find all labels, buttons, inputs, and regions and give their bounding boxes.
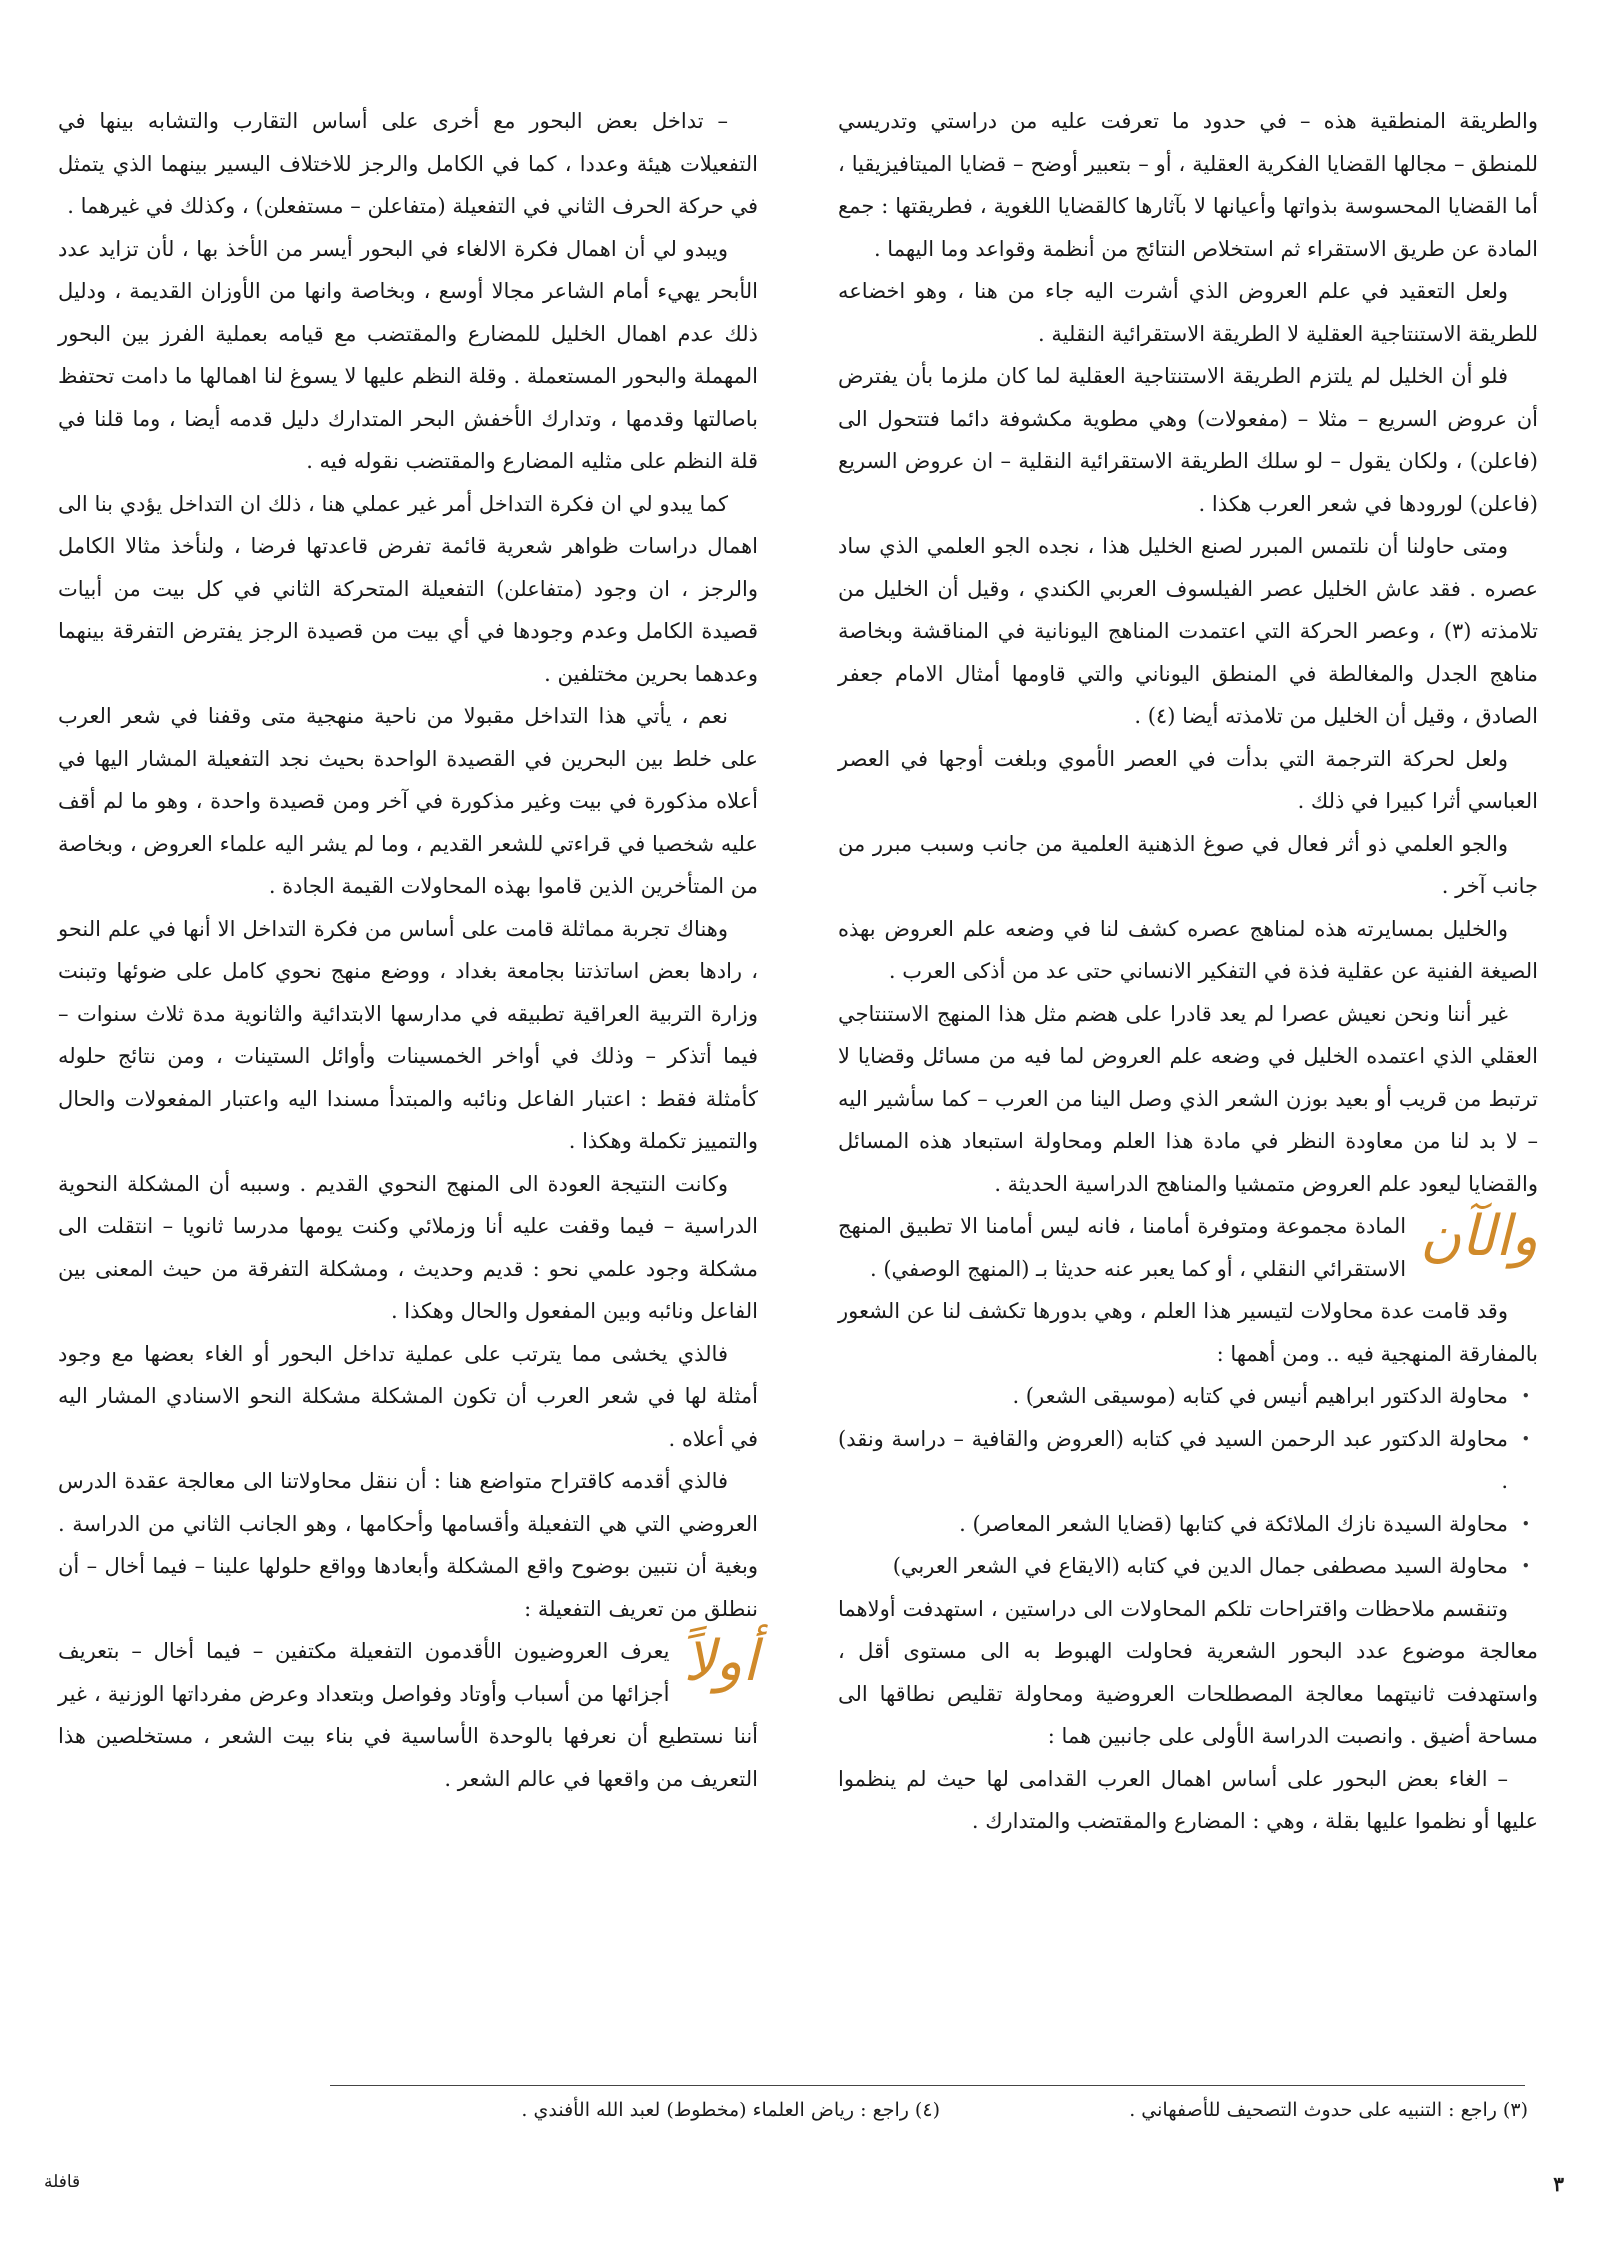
paragraph: ولعل لحركة الترجمة التي بدأت في العصر الأموي وبلغت أوجها في العصر العباسي أثرا كبيرا في ذلك . bbox=[838, 746, 1538, 813]
paragraph: كما يبدو لي ان فكرة التداخل أمر غير عملي هنا ، ذلك ان التداخل يؤدي بنا الى اهمال دراسات ظواهر شعرية قائمة تفرض قاعدتها فرضا ، ولنأخذ مثالا الكامل والرجز ، ان وجود (متفاعلن) التفعيلة المتحركة الثاني في كل بيت من أبيات قصيدة الكامل وعدم وجودها في أي بيت من قصيدة الرجز يفترض التفرقة بينهما وعدهما بحرين مختلفين . bbox=[58, 491, 758, 686]
footnote-4: (٤) راجع : رياض العلماء (مخطوط) لعبد الله الأفندي . bbox=[521, 2099, 940, 2121]
left-column bbox=[58, 100, 758, 1800]
right-column bbox=[838, 100, 1538, 1843]
paragraph: وتنقسم ملاحظات واقتراحات تلكم المحاولات الى دراستين ، استهدفت أولاهما معالجة موضوع عدد البحور الشعرية فحاولت الهبوط به الى مستوى أقل ، واستهدفت ثانيتهما معالجة المصطلحات العروضية ومحاولة تقليص نطاقها الى مساحة أضيق . وانصبت الدراسة الأولى على جانبين هما : bbox=[838, 1596, 1538, 1748]
paragraph: فلو أن الخليل لم يلتزم الطريقة الاستنتاجية العقلية لما كان ملزما بأن يفترض أن عروض السريع – مثلا – (مفعولات) وهي مطوية مكشوفة دائما فتتحول الى (فاعلن) ، ولكان يقول – لو سلك الطريقة الاستقرائية النقلية – ان عروض السريع (فاعلن) لورودها في شعر العرب هكذا . bbox=[838, 364, 1538, 516]
section-drop-word: والآن bbox=[1420, 1204, 1538, 1269]
page-number: ٣ bbox=[1553, 2172, 1564, 2196]
paragraph: ويبدو لي أن اهمال فكرة الالغاء في البحور أيسر من الأخذ بها ، لأن تزايد عدد الأبحر يهيء أمام الشاعر مجالا أوسع ، وبخاصة وانها من الأوزان القديمة ، ودليل ذلك عدم اهمال الخليل للمضارع والمقتضب مع قيامه بعملية الفرز بين البحور المهملة والبحور المستعملة . وقلة النظم عليها لا يسوغ لنا اهمالها ما دامت تحتفظ باصالتها وقدمها ، وتدارك الأخفش البحر المتدارك دليل قدمه أيضا ، وما قلنا في قلة النظم على مثليه المضارع والمقتضب نقوله فيه . bbox=[58, 236, 758, 473]
section-paragraph bbox=[838, 1205, 1538, 1290]
paragraph: ولعل التعقيد في علم العروض الذي أشرت اليه جاء من هنا ، وهو اخضاعه للطريقة الاستنتاجية العقلية لا الطريقة الاستقرائية النقلية . bbox=[838, 279, 1538, 346]
paragraph: وكانت النتيجة العودة الى المنهج النحوي القديم . وسببه أن المشكلة النحوية الدراسية – فيما وقفت عليه أنا وزملائي وكنت يومها مدرسا ثانويا – انتقلت الى مشكلة وجود علمي نحو : قديم وحديث ، ومشكلة التفرقة من حيث المعنى بين الفاعل ونائبه وبين المفعول والحال وهكذا . bbox=[58, 1171, 758, 1323]
paragraph: – الغاء بعض البحور على أساس اهمال العرب القدامى لها حيث لم ينظموا عليها أو نظموا عليها بقلة ، وهي : المضارع والمقتضب والمتدارك . bbox=[838, 1766, 1538, 1833]
paragraph: والجو العلمي ذو أثر فعال في صوغ الذهنية العلمية من جانب وسبب مبرر من جانب آخر . bbox=[838, 831, 1538, 898]
section-drop-word: أولاً bbox=[683, 1629, 758, 1694]
paragraph: فالذي يخشى مما يترتب على عملية تداخل البحور أو الغاء بعضها مع وجود أمثلة لها في شعر العرب أن تكون المشكلة مشكلة النحو الاسنادي المشار اليه في أعلاه . bbox=[58, 1341, 758, 1451]
paragraph: وقد قامت عدة محاولات لتيسير هذا العلم ، وهي بدورها تكشف لنا عن الشعور بالمفارقة المنهجية فيه .. ومن أهمها : bbox=[838, 1299, 1538, 1366]
list-item: • محاولة الدكتور عبد الرحمن السيد في كتابه (العروض والقافية – دراسة ونقد) . bbox=[838, 1418, 1508, 1503]
paragraph: وهناك تجربة مماثلة قامت على أساس من فكرة التداخل الا أنها في علم النحو ، رادها بعض اساتذتنا بجامعة بغداد ، ووضع منهج نحوي كامل على ضوئها وتبنت وزارة التربية العراقية تطبيقه في مدارسها الابتدائية والثانوية مدة ثلاث سنوات – فيما أتذكر – وذلك في أواخر الخمسينات وأوائل الستينات ، ومن نتائج حلوله كأمثلة فقط : اعتبار الفاعل ونائبه والمبتدأ مسندا اليه واعتبار المفعولات والحال والتمييز تكملة وهكذا . bbox=[58, 916, 758, 1153]
paragraph: والخليل بمسايرته هذه لمناهج عصره كشف لنا في وضعه علم العروض بهذه الصيغة الفنية عن عقلية فذة في التفكير الانساني حتى عد من أذكى العرب . bbox=[838, 916, 1538, 983]
footnote-3: (٣) راجع : التنبيه على حدوث التصحيف للأصفهاني . bbox=[1129, 2099, 1528, 2121]
attempts-list bbox=[838, 1375, 1538, 1588]
paragraph-text: يعرف العروضيون الأقدمون التفعيلة مكتفين – فيما أخال – بتعريف أجزائها من أسباب وأوتاد وفواصل وبتعداد وعرض مفرداتها الوزنية ، غير أننا نستطيع أن نعرفها بالوحدة الأساسية في بناء بيت الشعر ، مستخلصين هذا التعريف من واقعها في عالم الشعر . bbox=[58, 1639, 758, 1791]
paragraph: فالذي أقدمه كاقتراح متواضع هنا : أن ننقل محاولاتنا الى معالجة عقدة الدرس العروضي التي هي التفعيلة وأقسامها وأحكامها ، وهو الجانب الثاني من الدراسة . وبغية أن نتبين بوضوح واقع المشكلة وأبعادها وواقع حلولها علينا – فيما أخال – أن ننطلق من تعريف التفعيلة : bbox=[58, 1469, 758, 1621]
paragraph-text: المادة مجموعة ومتوفرة أمامنا ، فانه ليس أمامنا الا تطبيق المنهج الاستقرائي النقلي ، أو كما يعبر عنه حديثا بـ (المنهج الوصفي) . bbox=[838, 1214, 1407, 1281]
footnote-divider bbox=[330, 2085, 1525, 2086]
paragraph: غير أننا ونحن نعيش عصرا لم يعد قادرا على هضم مثل هذا المنهج الاستنتاجي العقلي الذي اعتمده الخليل في وضعه علم العروض لما فيه من مسائل وقضايا لا ترتبط من قريب أو بعيد بوزن الشعر الذي وصل الينا من العرب – كما سأشير اليه – لا بد لنا من معاودة النظر في مادة هذا العلم ومحاولة استبعاد هذه المسائل والقضايا ليعود علم العروض متمشيا والمناهج الدراسية الحديثة . bbox=[838, 1001, 1538, 1196]
paragraph: والطريقة المنطقية هذه – في حدود ما تعرفت عليه من دراستي وتدريسي للمنطق – مجالها القضايا الفكرية العقلية ، أو – بتعبير أوضح – قضايا الميتافيزيقيا ، أما القضايا المحسوسة بذواتها وأعيانها لا بآثارها كالقضايا اللغوية ، فطريقتها : جمع المادة عن طريق الاستقراء ثم استخلاص النتائج من أنظمة وقواعد وما اليهما . bbox=[838, 109, 1538, 261]
list-item: • محاولة الدكتور ابراهيم أنيس في كتابه (موسيقى الشعر) . bbox=[838, 1375, 1508, 1418]
section-paragraph bbox=[58, 1630, 758, 1800]
paragraph: – تداخل بعض البحور مع أخرى على أساس التقارب والتشابه بينها في التفعيلات هيئة وعددا ، كما في الكامل والرجز للاختلاف اليسير بينهما الذي يتمثل في حركة الحرف الثاني في التفعيلة (متفاعلن – مستفعلن) ، وكذلك في غيرهما . bbox=[58, 109, 758, 218]
paragraph: ومتى حاولنا أن نلتمس المبرر لصنع الخليل هذا ، نجده الجو العلمي الذي ساد عصره . فقد عاش الخليل عصر الفيلسوف العربي الكندي ، وقيل أن الخليل من تلامذته (٣) ، وعصر الحركة التي اعتمدت المناهج اليونانية في المناقشة وبخاصة مناهج الجدل والمغالطة في المنطق اليوناني والتي قاومها أمثال الامام جعفر الصادق ، وقيل أن الخليل من تلامذته أيضا (٤) . bbox=[838, 534, 1539, 728]
list-item: • محاولة السيد مصطفى جمال الدين في كتابه (الايقاع في الشعر العربي) bbox=[838, 1545, 1508, 1588]
magazine-name: قافلة bbox=[44, 2172, 81, 2192]
list-item: • محاولة السيدة نازك الملائكة في كتابها (قضايا الشعر المعاصر) . bbox=[838, 1503, 1508, 1546]
paragraph: نعم ، يأتي هذا التداخل مقبولا من ناحية منهجية متى وقفنا في شعر العرب على خلط بين البحرين في القصيدة الواحدة بحيث نجد التفعيلة المشار اليها في أعلاه مذكورة في بيت وغير مذكورة في آخر ومن قصيدة واحدة ، وهو ما لم أقف عليه شخصيا في قراءتي للشعر القديم ، وما لم يشر اليه علماء العروض ، وبخاصة من المتأخرين الذين قاموا بهذه المحاولات القيمة الجادة . bbox=[58, 704, 758, 898]
